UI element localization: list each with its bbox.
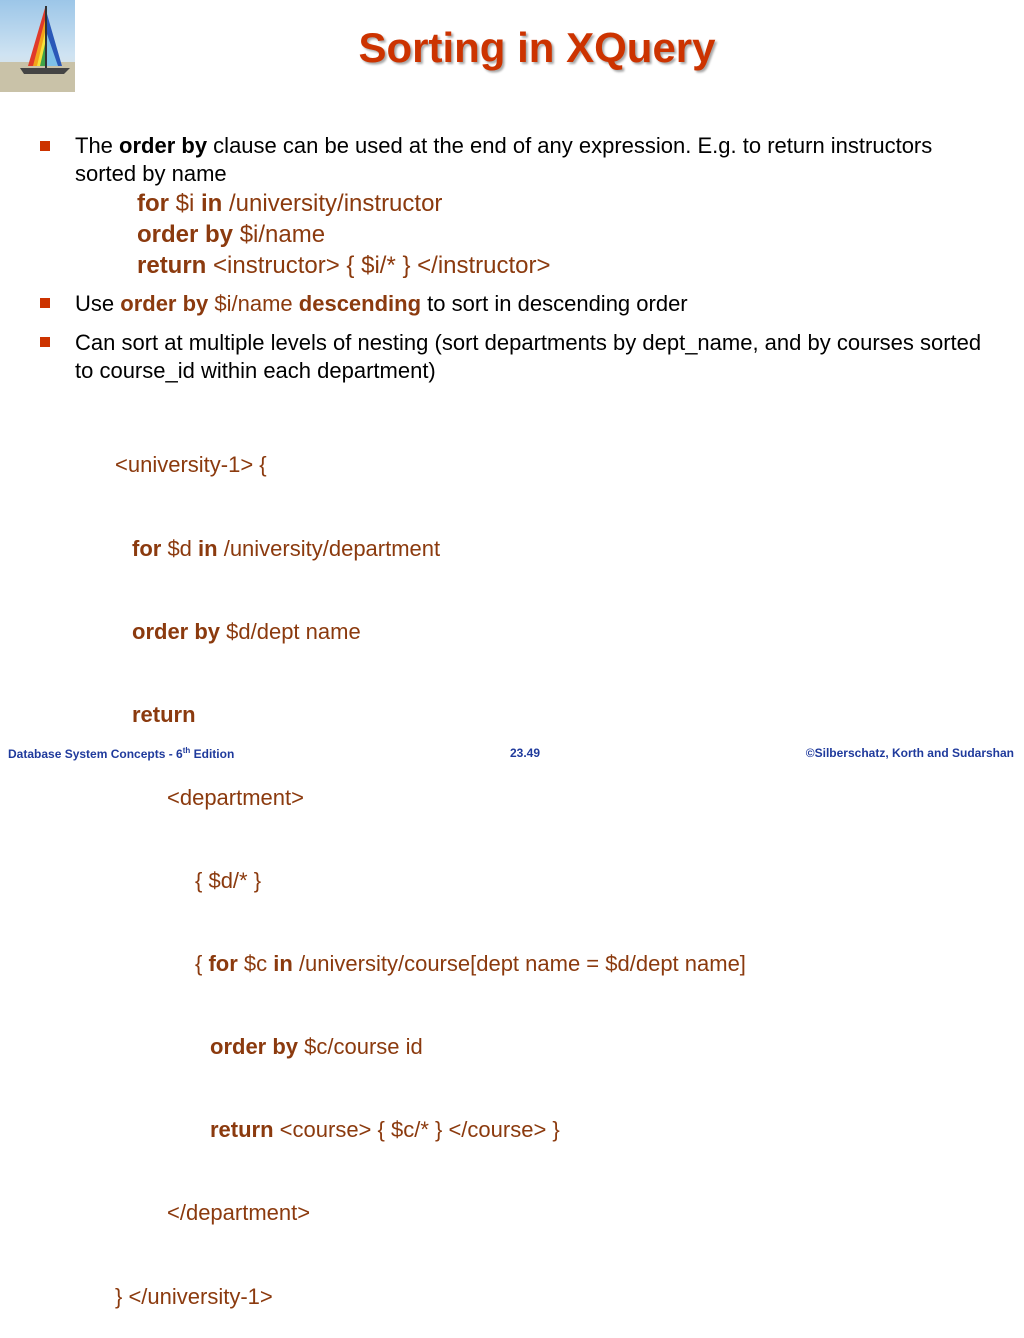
bullet-3-text: Can sort at multiple levels of nesting (sort departments by dept_name, and by courses sorted to course_id within each department): [75, 330, 982, 383]
code-block-university: [115, 396, 746, 1338]
code-line: </department>: [167, 1200, 311, 1226]
code-line: for $i in /university/instructor: [137, 190, 443, 217]
code-line: return <instructor> { $i/* } </instructor>: [137, 252, 551, 279]
code-line: <department>: [167, 784, 304, 810]
code-line: <university-1> {: [115, 452, 267, 478]
footer-book-title: Database System Concepts - 6th Edition: [8, 746, 235, 761]
code-line: return <course> { $c/* } </course> }: [210, 1117, 560, 1143]
bullet-1-text: The order by clause can be used at the end of any expression. E.g. to return instructors sorted by name: [75, 133, 933, 186]
code-line: order by $d/dept name: [132, 618, 361, 644]
code-line: for $d in /university/department: [132, 535, 441, 561]
footer-slide-number: 23.49: [510, 746, 541, 760]
code-line: { for $c in /university/course[dept name = $d/dept name]: [195, 951, 746, 977]
code-line: order by $c/course id: [210, 1034, 423, 1060]
code-line: } </university-1>: [115, 1283, 273, 1309]
bullet-2-text: Use order by $i/name descending to sort in descending order: [75, 291, 688, 316]
bullet-marker: [40, 141, 50, 151]
code-line: { $d/* }: [195, 867, 262, 893]
slide-title: Sorting in XQuery: [358, 24, 716, 71]
code-line: order by $i/name: [137, 221, 326, 248]
footer-copyright: ©Silberschatz, Korth and Sudarshan: [805, 746, 1014, 760]
code-line: return: [132, 701, 196, 727]
bullet-marker: [40, 337, 50, 347]
bullet-marker: [40, 298, 50, 308]
code-block-instructor: [137, 188, 551, 281]
